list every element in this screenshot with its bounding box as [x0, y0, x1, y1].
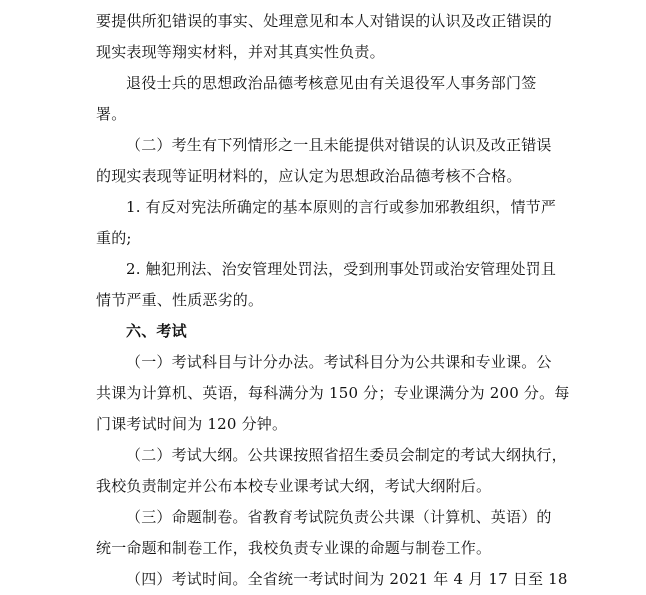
paragraph-line: 署。: [96, 105, 127, 123]
paragraph-line: 1. 有反对宪法所确定的基本原则的言行或参加邪教组织，情节严: [126, 198, 557, 216]
paragraph-line: 统一命题和制卷工作，我校负责专业课的命题与制卷工作。: [96, 539, 492, 557]
document-body: [96, 6, 570, 595]
paragraph-line: 的现实表现等证明材料的，应认定为思想政治品德考核不合格。: [96, 167, 522, 185]
paragraph-line: （二）考生有下列情形之一且未能提供对错误的认识及改正错误: [126, 136, 552, 154]
paragraph-line: 共课为计算机、英语，每科满分为 150 分；专业课满分为 200 分。每: [96, 384, 570, 402]
paragraph-line: 现实表现等翔实材料，并对其真实性负责。: [96, 43, 385, 61]
paragraph-line: （四）考试时间。全省统一考试时间为 2021 年 4 月 17 日至 18: [126, 570, 568, 588]
paragraph-line: （二）考试大纲。公共课按照省招生委员会制定的考试大纲执行，: [126, 446, 567, 464]
paragraph-line: （一）考试科目与计分办法。考试科目分为公共课和专业课。公: [126, 353, 552, 371]
paragraph-line: 2. 触犯刑法、治安管理处罚法，受到刑事处罚或治安管理处罚且: [126, 260, 557, 278]
paragraph-line: 退役士兵的思想政治品德考核意见由有关退役军人事务部门签: [126, 74, 537, 92]
paragraph-line: （三）命题制卷。省教育考试院负责公共课（计算机、英语）的: [126, 508, 552, 526]
paragraph-line: 我校负责制定并公布本校专业课考试大纲，考试大纲附后。: [96, 477, 492, 495]
paragraph-line: 门课考试时间为 120 分钟。: [96, 415, 288, 433]
section-heading: 六、考试: [126, 322, 187, 340]
paragraph-line: 要提供所犯错误的事实、处理意见和本人对错误的认识及改正错误的: [96, 12, 553, 30]
paragraph-line: 重的;: [96, 229, 132, 247]
paragraph-line: 情节严重、性质恶劣的。: [96, 291, 264, 309]
